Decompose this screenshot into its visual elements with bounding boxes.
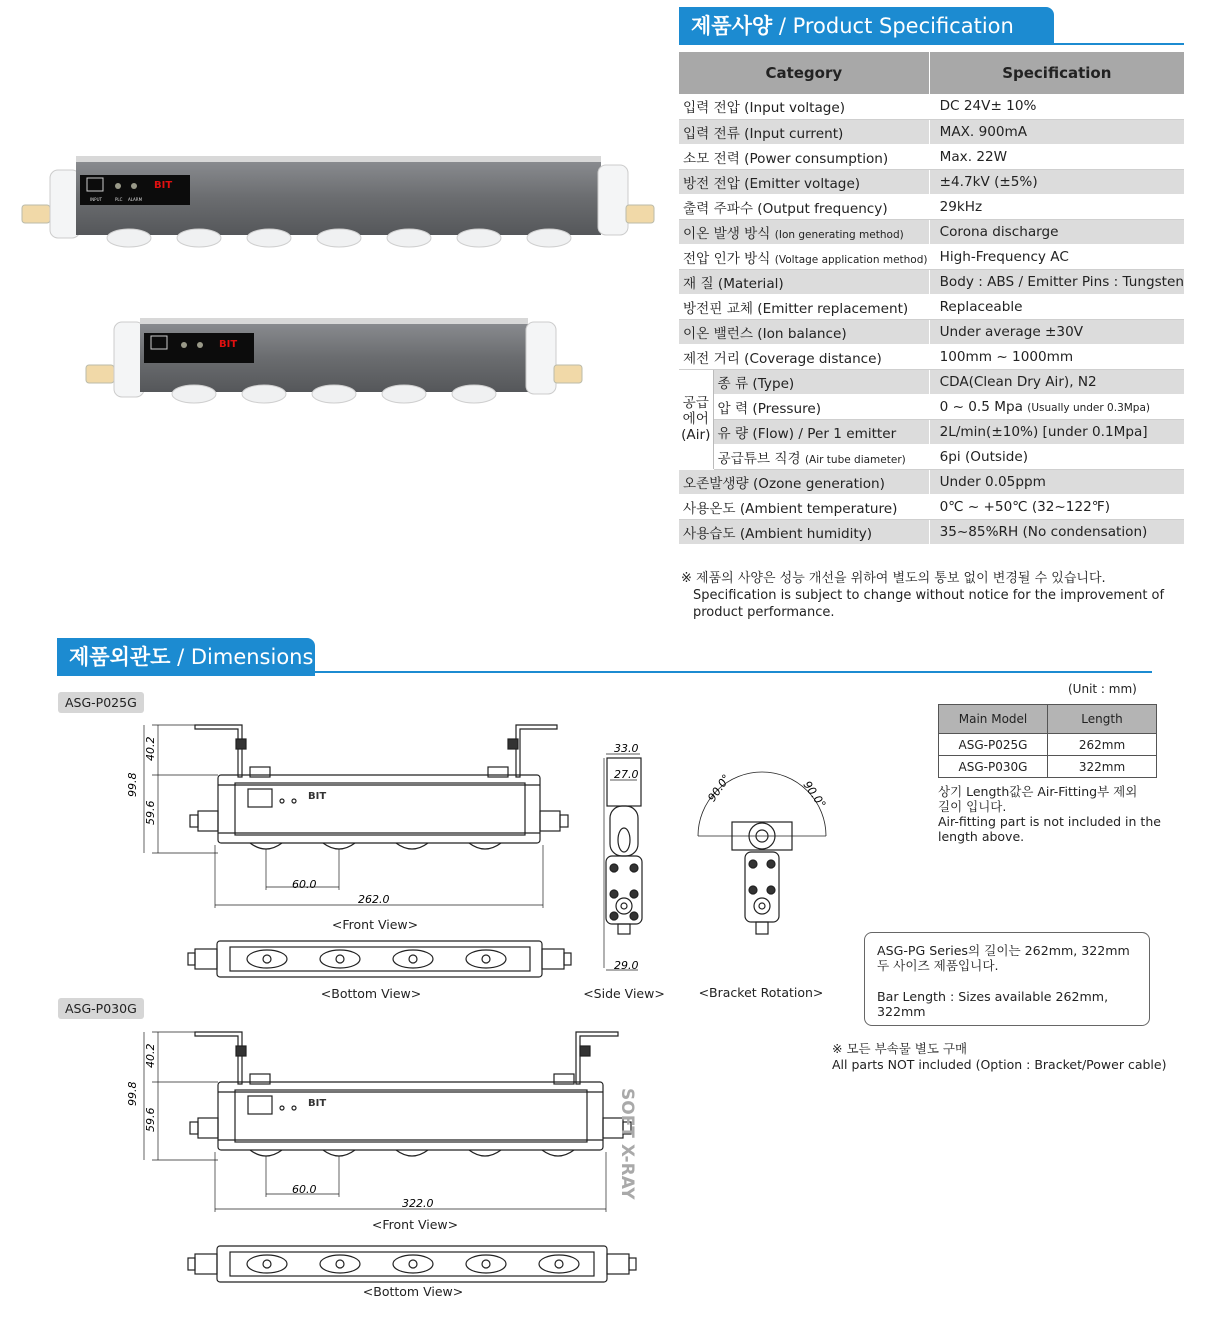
- parts-note-en: All parts NOT included (Option : Bracket/Power cable): [832, 1057, 1167, 1072]
- spec-row-value: ±4.7kV (±5%): [929, 169, 1184, 194]
- side-dim-top: 33.0: [614, 742, 639, 755]
- spec-air-value: [929, 394, 1184, 419]
- photo-label-plc: PLC: [115, 197, 123, 202]
- caption-bracket: <Bracket Rotation>: [698, 985, 824, 1000]
- air-label-line2: 에어: [682, 411, 709, 427]
- spec-category-small: (Voltage application method): [774, 253, 928, 266]
- photo-label-alarm: ALARM: [128, 197, 143, 202]
- model-tag-p030: ASG-P030G: [58, 998, 144, 1019]
- spec-row-category: 제전 거리 (Coverage distance): [679, 344, 929, 369]
- spec-row-value: High-Frequency AC: [929, 244, 1184, 269]
- length-note-ko-2: 길이 입니다.: [938, 799, 1007, 814]
- spec-row-value: Max. 22W: [929, 144, 1184, 169]
- side-dim-mid: 27.0: [614, 768, 639, 781]
- spec-category-small: (Ion generating method): [774, 228, 904, 241]
- dim-h-body-p030: 59.6: [144, 1107, 157, 1132]
- length-note-ko-1: 상기 Length값은 Air-Fitting부 제외: [938, 784, 1138, 799]
- spec-note: [681, 570, 1164, 621]
- drawing-brand: BIT: [308, 791, 327, 802]
- spec-air-value: CDA(Clean Dry Air), N2: [929, 369, 1184, 394]
- spec-air-category: 유 량 (Flow) / Per 1 emitter: [713, 419, 929, 444]
- spec-row-value: Replaceable: [929, 294, 1184, 319]
- watermark: SOFT X-RAY: [617, 1088, 637, 1200]
- bottom-view-p030: [185, 1240, 645, 1290]
- dim-title-ko: 제품외관도: [69, 645, 171, 669]
- spec-row-category: 사용습도 (Ambient humidity): [679, 519, 929, 544]
- model-header-model: Main Model: [939, 705, 1048, 734]
- spec-row-value: 35~85%RH (No condensation): [929, 519, 1184, 544]
- spec-note-en-1: Specification is subject to change without notice for the improvement of: [693, 588, 1165, 603]
- front-view-p030: [120, 1020, 650, 1220]
- caption-side: <Side View>: [583, 986, 665, 1001]
- spec-air-label: [679, 369, 713, 469]
- photo-label-input: INPUT: [90, 197, 102, 202]
- dim-h-top-p030: 40.2: [144, 1043, 157, 1068]
- spec-row-category: 소모 전력 (Power consumption): [679, 144, 929, 169]
- spec-category-main: 전압 인가 방식: [683, 250, 771, 267]
- spec-row-category: 입력 전압 (Input voltage): [679, 94, 929, 119]
- model-table: [938, 704, 1157, 778]
- series-ko-1: ASG-PG Series의 길이는 262mm, 322mm: [877, 943, 1130, 958]
- spec-row-value: 0℃ ~ +50℃ (32~122℉): [929, 494, 1184, 519]
- spec-row-value: 29kHz: [929, 194, 1184, 219]
- length-note: [938, 784, 1161, 844]
- parts-note-ko: ※ 모든 부속물 별도 구매: [832, 1041, 968, 1056]
- spec-row-value: Body : ABS / Emitter Pins : Tungsten: [929, 269, 1184, 294]
- dim-length-p030: 322.0: [402, 1197, 434, 1210]
- dim-section-rule: [57, 671, 1152, 673]
- series-info-box: [864, 932, 1150, 1026]
- spec-row-category: [679, 244, 929, 269]
- spec-header-specification: Specification: [929, 52, 1184, 94]
- spec-air-value-small: (Usually under 0.3Mpa): [1027, 401, 1151, 414]
- front-view-p025: [120, 715, 590, 915]
- series-en: Bar Length : Sizes available 262mm, 322mm: [877, 989, 1109, 1019]
- model-cell: ASG-P030G: [939, 756, 1048, 778]
- spec-row-category: 이온 밸런스 (Ion balance): [679, 319, 929, 344]
- spec-row-category: 방전 전압 (Emitter voltage): [679, 169, 929, 194]
- spec-title-ko: 제품사양: [691, 14, 773, 38]
- dim-h-total-p030: 99.8: [126, 1081, 139, 1106]
- spec-table: [679, 52, 1184, 545]
- spec-air-value: 2L/min(±10%) [under 0.1Mpa]: [929, 419, 1184, 444]
- spec-header-category: Category: [679, 52, 929, 94]
- spec-row-category: 방전핀 교체 (Emitter replacement): [679, 294, 929, 319]
- spec-air-category: 종 류 (Type): [713, 369, 929, 394]
- brand-logo: BIT: [154, 180, 173, 191]
- spec-row-value: DC 24V± 10%: [929, 94, 1184, 119]
- side-view: [592, 740, 662, 975]
- spec-row-category: 재 질 (Material): [679, 269, 929, 294]
- bracket-rotation-view: [690, 768, 835, 940]
- dim-pitch: 60.0: [292, 878, 317, 891]
- dim-h-total: 99.8: [126, 772, 139, 797]
- spec-air-category: [713, 444, 929, 469]
- spec-row-category: 오존발생량 (Ozone generation): [679, 469, 929, 494]
- spec-air-category: 압 력 (Pressure): [713, 394, 929, 419]
- spec-row-value: Corona discharge: [929, 219, 1184, 244]
- length-note-en-2: length above.: [938, 829, 1025, 844]
- angle-right: 90.0°: [800, 778, 829, 811]
- spec-row-category: [679, 219, 929, 244]
- spec-row-value: Under average ±30V: [929, 319, 1184, 344]
- spec-note-ko: ※ 제품의 사양은 성능 개선을 위하여 별도의 통보 없이 변경될 수 있습니다.: [681, 571, 1106, 586]
- dim-title-en: / Dimensions: [170, 645, 314, 669]
- spec-air-value: 6pi (Outside): [929, 444, 1184, 469]
- side-dim-bottom: 29.0: [614, 959, 639, 972]
- spec-category-small: (Air tube diameter): [804, 453, 906, 466]
- model-cell: 322mm: [1048, 756, 1157, 778]
- caption-bottom-p025: <Bottom View>: [320, 986, 422, 1001]
- spec-row-value: 100mm ~ 1000mm: [929, 344, 1184, 369]
- product-bar-large: [22, 156, 654, 247]
- bottom-view-p025: [185, 935, 575, 985]
- parts-note: [832, 1041, 1166, 1073]
- spec-row-category: 사용온도 (Ambient temperature): [679, 494, 929, 519]
- air-label-line1: 공급: [682, 395, 709, 411]
- dim-h-body: 59.6: [144, 800, 157, 825]
- product-bar-small: [86, 318, 582, 403]
- spec-section-title: [679, 7, 1054, 45]
- model-tag-p025: ASG-P025G: [58, 692, 144, 713]
- caption-bottom-p030: <Bottom View>: [362, 1284, 464, 1299]
- drawing-brand-p030: BIT: [308, 1098, 327, 1109]
- spec-row-category: 출력 주파수 (Output frequency): [679, 194, 929, 219]
- dim-h-top: 40.2: [144, 736, 157, 761]
- spec-row-value: Under 0.05ppm: [929, 469, 1184, 494]
- model-cell: ASG-P025G: [939, 734, 1048, 756]
- series-ko-2: 두 사이즈 제품입니다.: [877, 958, 999, 973]
- caption-front-p025: <Front View>: [331, 917, 419, 932]
- caption-front-p030: <Front View>: [371, 1217, 459, 1232]
- spec-air-value-main: 0 ~ 0.5 Mpa: [939, 398, 1023, 415]
- spec-note-en-2: product performance.: [693, 605, 835, 620]
- spec-row-category: 입력 전류 (Input current): [679, 119, 929, 144]
- spec-section-rule: [679, 43, 1184, 45]
- brand-logo-small: BIT: [219, 339, 238, 350]
- spec-title-en: / Product Specification: [772, 14, 1014, 38]
- air-label-line3: (Air): [681, 427, 711, 443]
- unit-label: (Unit : mm): [1068, 682, 1137, 696]
- model-header-length: Length: [1048, 705, 1157, 734]
- dim-length: 262.0: [358, 893, 390, 906]
- model-cell: 262mm: [1048, 734, 1157, 756]
- spec-category-main: 공급튜브 직경: [717, 450, 801, 467]
- length-note-en-1: Air-fitting part is not included in the: [938, 814, 1161, 829]
- spec-row-value: MAX. 900mA: [929, 119, 1184, 144]
- spec-category-main: 이온 발생 방식: [683, 225, 771, 242]
- product-photo: [14, 150, 664, 420]
- angle-left: 90.0°: [705, 772, 734, 805]
- dim-pitch-p030: 60.0: [292, 1183, 317, 1196]
